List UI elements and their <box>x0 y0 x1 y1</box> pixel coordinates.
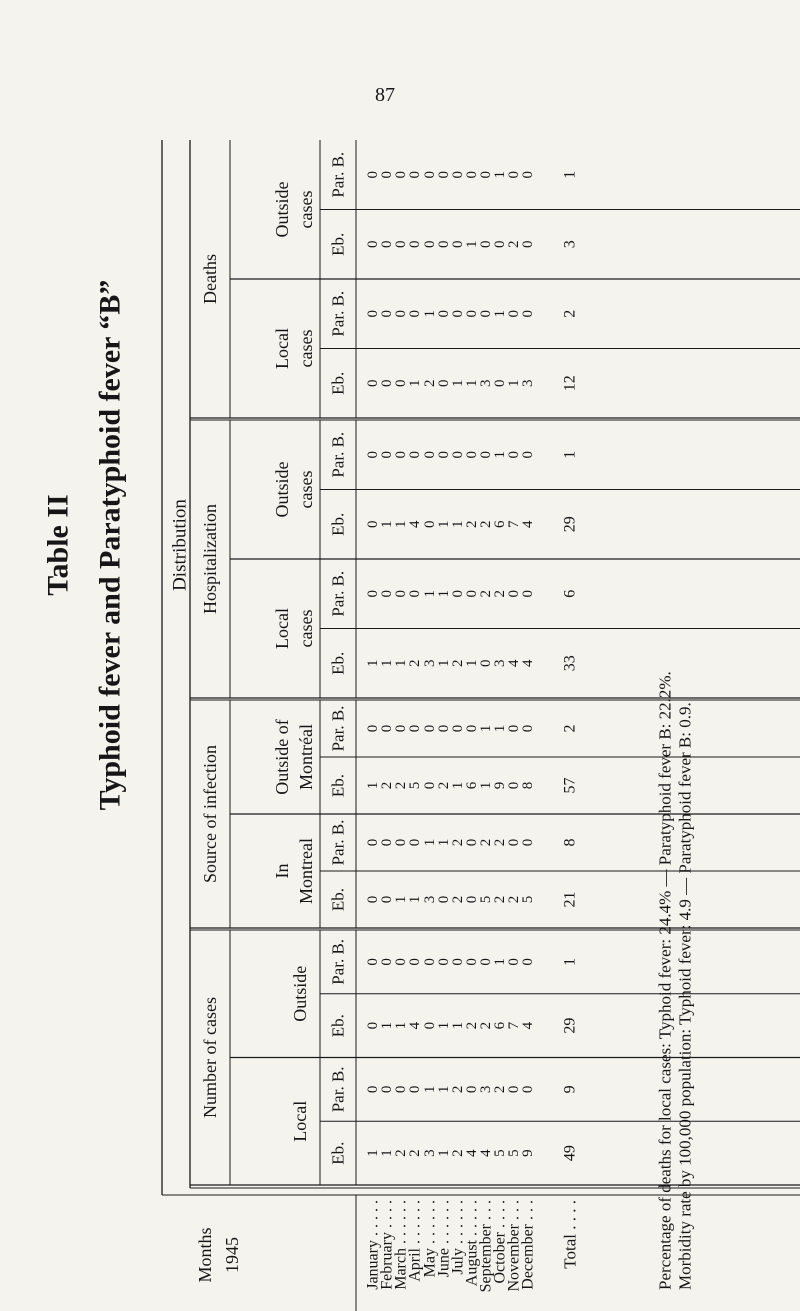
table-cell: 7 <box>506 520 522 528</box>
table-cell: 1 <box>422 838 438 847</box>
table-cell: 0 <box>464 451 480 459</box>
table-cell: 0 <box>436 895 452 904</box>
table-cell: 0 <box>450 724 466 733</box>
table-cell: 2 <box>492 895 508 904</box>
footnote-line-2: Morbidity rate by 100,000 population: Typhoid fever: 4.9 — Paratyphoid fever B: 0.9. <box>675 702 695 1290</box>
column-header: Par. B. <box>328 1066 348 1113</box>
table-cell: 5 <box>407 781 423 790</box>
table-cell: 1 <box>379 659 395 667</box>
table-cell: 0 <box>379 838 395 847</box>
month-label: October . . . . <box>491 1200 509 1284</box>
table-cell: 0 <box>464 590 480 598</box>
table-cell: 0 <box>450 171 466 179</box>
column-header: Par. B. <box>328 819 348 866</box>
table-cell: 1 <box>379 520 395 528</box>
table-cell: 0 <box>492 379 508 387</box>
table-cell: 2 <box>492 838 508 847</box>
table-cell: 1 <box>407 379 423 387</box>
column-header: Eb. <box>328 371 348 395</box>
table-cell: 0 <box>393 240 409 248</box>
table-cell: 0 <box>450 310 466 318</box>
total-cell: 2 <box>561 309 579 318</box>
table-cell: 3 <box>520 379 536 387</box>
table-label: Table II <box>41 494 75 596</box>
table-cell: 4 <box>464 1149 480 1157</box>
table-cell: 2 <box>478 590 494 598</box>
table-cell: 0 <box>450 958 466 966</box>
column-header: Eb. <box>328 232 348 256</box>
total-cell: 57 <box>561 777 579 794</box>
column-header: Par. B. <box>328 431 348 478</box>
table-cell: 6 <box>492 1021 508 1030</box>
month-label: August . . . . . <box>463 1200 481 1287</box>
table-cell: 2 <box>450 838 466 847</box>
table-cell: 0 <box>506 451 522 459</box>
table-cell: 3 <box>492 659 508 667</box>
total-cell: 33 <box>561 655 579 672</box>
table-cell: 7 <box>506 1021 522 1030</box>
table-cell: 0 <box>393 451 409 459</box>
table-cell: 1 <box>492 171 508 179</box>
table-cell: 0 <box>520 724 536 733</box>
table-cell: 0 <box>464 310 480 318</box>
total-cell: 2 <box>561 724 579 733</box>
table-cell: 0 <box>464 958 480 966</box>
subgroup-label: Outside <box>290 965 310 1022</box>
table-cell: 0 <box>365 240 381 248</box>
table-cell: 0 <box>520 240 536 248</box>
total-cell: 49 <box>561 1145 579 1162</box>
table-cell: 0 <box>365 451 381 459</box>
table-cell: 0 <box>520 958 536 966</box>
table-cell: 0 <box>379 590 395 598</box>
table-cell: 0 <box>520 1085 536 1094</box>
table-cell: 0 <box>478 310 494 318</box>
table-cell: 1 <box>422 1085 438 1094</box>
table-cell: 0 <box>365 838 381 847</box>
table-cell: 0 <box>365 310 381 318</box>
table-cell: 0 <box>407 240 423 248</box>
column-header: Par. B. <box>328 705 348 752</box>
table-cell: 1 <box>492 451 508 459</box>
table-cell: 1 <box>436 1021 452 1030</box>
distribution-heading: Distribution <box>169 499 191 591</box>
column-header: Par. B. <box>328 938 348 985</box>
table-cell: 0 <box>365 171 381 179</box>
table-cell: 9 <box>492 781 508 790</box>
table-cell: 4 <box>506 659 522 667</box>
table-cell: 1 <box>450 379 466 387</box>
table-cell: 0 <box>365 958 381 966</box>
footnote-line-1: Percentage of deaths for local cases: Typhoid fever: 24.4% — Paratyphoid fever B: 22.2%. <box>655 671 675 1290</box>
table-cell: 0 <box>478 958 494 966</box>
total-cell: 3 <box>561 240 579 249</box>
table-cell: 0 <box>379 1085 395 1094</box>
table-cell: 2 <box>478 838 494 847</box>
table-cell: 0 <box>450 590 466 598</box>
group-title: Number of cases <box>200 997 220 1118</box>
table-cell: 0 <box>478 240 494 248</box>
month-label: February . . . . <box>378 1200 396 1290</box>
table-cell: 0 <box>422 240 438 248</box>
table-cell: 2 <box>436 781 452 790</box>
table-cell: 0 <box>393 1085 409 1094</box>
subgroup-label: cases <box>296 329 316 368</box>
table-cell: 0 <box>407 724 423 733</box>
table-cell: 2 <box>407 1149 423 1157</box>
subgroup-label: Outside <box>272 181 292 238</box>
table-cell: 0 <box>464 895 480 904</box>
table-cell: 1 <box>436 520 452 528</box>
subgroup-label: Local <box>290 1100 310 1142</box>
table-cell: 1 <box>365 659 381 667</box>
table-cell: 8 <box>520 781 536 790</box>
table-cell: 0 <box>379 310 395 318</box>
total-cell: 29 <box>561 516 579 533</box>
table-cell: 1 <box>407 895 423 904</box>
subgroup-label: Local <box>272 328 292 369</box>
table-cell: 2 <box>422 379 438 387</box>
table-cell: 0 <box>436 451 452 459</box>
table-cell: 0 <box>436 240 452 248</box>
table-cell: 0 <box>506 724 522 733</box>
column-header: Eb. <box>328 512 348 536</box>
total-cell: 21 <box>561 891 579 908</box>
total-cell: 29 <box>561 1017 579 1034</box>
table-cell: 5 <box>506 1149 522 1157</box>
table-cell: 2 <box>450 1149 466 1157</box>
month-label: June . . . . . . <box>435 1200 453 1278</box>
table-cell: 0 <box>365 590 381 598</box>
table-cell: 0 <box>422 958 438 966</box>
table-cell: 0 <box>365 379 381 387</box>
table-cell: 1 <box>422 590 438 598</box>
table-cell: 1 <box>379 1149 395 1157</box>
table-cell: 0 <box>422 171 438 179</box>
total-label: Total . . . . <box>560 1200 580 1269</box>
table-cell: 2 <box>450 1085 466 1094</box>
table-cell: 0 <box>520 310 536 318</box>
table-cell: 0 <box>422 1021 438 1030</box>
table-cell: 1 <box>379 1021 395 1030</box>
table-cell: 1 <box>464 379 480 387</box>
column-header: Par. B. <box>328 570 348 617</box>
table-cell: 4 <box>407 1021 423 1030</box>
table-cell: 1 <box>436 659 452 667</box>
table-cell: 5 <box>478 895 494 904</box>
months-header: Months <box>195 1227 215 1283</box>
table-cell: 0 <box>478 659 494 667</box>
table-cell: 0 <box>464 1085 480 1094</box>
table-cell: 0 <box>422 781 438 790</box>
table-cell: 0 <box>393 379 409 387</box>
subgroup-label: Local <box>272 608 292 649</box>
month-label: April . . . . . . <box>406 1200 424 1282</box>
table-cell: 1 <box>492 958 508 966</box>
table-cell: 0 <box>478 451 494 459</box>
table-cell: 0 <box>393 958 409 966</box>
table-cell: 0 <box>436 171 452 179</box>
total-cell: 1 <box>561 957 579 966</box>
table-cell: 0 <box>379 171 395 179</box>
table-cell: 0 <box>393 171 409 179</box>
table-cell: 0 <box>407 590 423 598</box>
column-header: Eb. <box>328 773 348 798</box>
table-cell: 0 <box>393 310 409 318</box>
table-cell: 0 <box>407 958 423 966</box>
table-cell: 0 <box>422 451 438 459</box>
month-label: November . . . <box>505 1200 523 1292</box>
table-cell: 0 <box>436 724 452 733</box>
total-cell: 1 <box>561 450 579 459</box>
table-cell: 0 <box>492 240 508 248</box>
table-cell: 0 <box>393 590 409 598</box>
table-cell: 0 <box>450 451 466 459</box>
table-cell: 0 <box>379 724 395 733</box>
table-cell: 0 <box>520 171 536 179</box>
table-cell: 9 <box>520 1149 536 1157</box>
table-cell: 1 <box>393 520 409 528</box>
table-cell: 0 <box>407 1085 423 1094</box>
table-cell: 3 <box>422 1149 438 1157</box>
page-number: 87 <box>375 84 395 106</box>
table-cell: 1 <box>422 310 438 318</box>
table-cell: 4 <box>520 659 536 667</box>
table-cell: 4 <box>520 520 536 528</box>
table-cell: 0 <box>436 310 452 318</box>
subgroup-label: cases <box>296 190 316 229</box>
table-cell: 3 <box>422 895 438 904</box>
table-cell: 0 <box>506 838 522 847</box>
table-cell: 1 <box>506 379 522 387</box>
table-cell: 0 <box>520 590 536 598</box>
table-cell: 0 <box>365 724 381 733</box>
table-cell: 5 <box>520 895 536 904</box>
table-cell: 1 <box>492 724 508 733</box>
month-label: September . . . <box>477 1200 495 1293</box>
column-header: Eb. <box>328 1141 348 1165</box>
table-title: Typhoid fever and Paratyphoid fever “B” <box>93 279 127 811</box>
month-label: December . . . <box>519 1200 537 1290</box>
table-cell: 0 <box>506 1085 522 1094</box>
table-cell: 0 <box>393 724 409 733</box>
subgroup-label: Montreal <box>296 838 316 904</box>
table-cell: 0 <box>520 451 536 459</box>
table-cell: 2 <box>506 240 522 248</box>
table-cell: 0 <box>379 451 395 459</box>
table-cell: 2 <box>393 781 409 790</box>
total-cell: 9 <box>561 1085 579 1094</box>
table-cell: 2 <box>506 895 522 904</box>
table-cell: 0 <box>464 724 480 733</box>
table-cell: 2 <box>478 520 494 528</box>
group-title: Hospitalization <box>200 504 220 614</box>
table-cell: 1 <box>393 1021 409 1030</box>
column-header: Eb. <box>328 1014 348 1038</box>
table-cell: 0 <box>464 838 480 847</box>
table-cell: 0 <box>393 838 409 847</box>
table-cell: 2 <box>478 1021 494 1030</box>
column-header: Eb. <box>328 651 348 675</box>
table-cell: 1 <box>436 1085 452 1094</box>
table-cell: 6 <box>492 520 508 528</box>
table-cell: 1 <box>478 724 494 733</box>
total-cell: 12 <box>561 375 579 392</box>
table-cell: 1 <box>464 240 480 248</box>
table-cell: 1 <box>393 659 409 667</box>
table-cell: 0 <box>379 240 395 248</box>
table-cell: 4 <box>407 520 423 528</box>
total-cell: 8 <box>561 838 579 847</box>
month-label: July . . . . . . <box>449 1200 467 1275</box>
table-cell: 2 <box>379 781 395 790</box>
table-cell: 1 <box>450 781 466 790</box>
table-cell: 0 <box>506 958 522 966</box>
subgroup-label: Montréal <box>296 724 316 790</box>
table-cell: 2 <box>492 590 508 598</box>
table-cell: 1 <box>365 1149 381 1157</box>
table-cell: 0 <box>464 171 480 179</box>
year-header: 1945 <box>222 1237 242 1273</box>
month-label: January . . . . . <box>364 1200 382 1290</box>
table-cell: 2 <box>450 659 466 667</box>
table-cell: 2 <box>393 1149 409 1157</box>
table-cell: 0 <box>450 240 466 248</box>
column-header: Par. B. <box>328 290 348 337</box>
table-cell: 0 <box>365 1085 381 1094</box>
group-title: Deaths <box>200 254 220 304</box>
table-cell: 2 <box>407 659 423 667</box>
table-cell: 0 <box>422 520 438 528</box>
subgroup-label: In <box>272 863 292 879</box>
table-cell: 1 <box>436 838 452 847</box>
table-cell: 0 <box>478 171 494 179</box>
table-cell: 6 <box>464 781 480 790</box>
table-cell: 0 <box>407 451 423 459</box>
subgroup-label: cases <box>296 609 316 648</box>
total-cell: 6 <box>561 589 579 598</box>
table-cell: 1 <box>450 1021 466 1030</box>
table-cell: 1 <box>464 659 480 667</box>
subgroup-label: Outside of <box>272 719 292 795</box>
table-cell: 0 <box>365 520 381 528</box>
column-header: Eb. <box>328 887 348 912</box>
table-cell: 4 <box>478 1149 494 1157</box>
table-cell: 0 <box>506 310 522 318</box>
group-title: Source of infection <box>200 745 220 883</box>
table-cell: 0 <box>407 838 423 847</box>
subgroup-label: cases <box>296 470 316 509</box>
table-cell: 2 <box>492 1085 508 1094</box>
table-cell: 0 <box>436 958 452 966</box>
table-cell: 0 <box>379 379 395 387</box>
table-cell: 1 <box>393 895 409 904</box>
table-cell: 0 <box>506 171 522 179</box>
table-cell: 0 <box>506 781 522 790</box>
table-cell: 2 <box>464 520 480 528</box>
month-label: March . . . . . . <box>392 1200 410 1290</box>
table-cell: 4 <box>520 1021 536 1030</box>
table-cell: 1 <box>436 1149 452 1157</box>
table-cell: 2 <box>450 895 466 904</box>
total-cell: 1 <box>561 170 579 179</box>
table-cell: 0 <box>506 590 522 598</box>
table-cell: 0 <box>379 958 395 966</box>
month-label: May . . . . . . <box>421 1200 439 1278</box>
table-cell: 3 <box>422 659 438 667</box>
table-cell: 0 <box>407 171 423 179</box>
table-cell: 2 <box>464 1021 480 1030</box>
table-cell: 0 <box>520 838 536 847</box>
table-cell: 0 <box>379 895 395 904</box>
table-cell: 1 <box>478 781 494 790</box>
table-cell: 0 <box>422 724 438 733</box>
table-cell: 0 <box>436 379 452 387</box>
table-cell: 1 <box>450 520 466 528</box>
table-cell: 1 <box>365 781 381 790</box>
table-cell: 0 <box>365 1021 381 1030</box>
table-cell: 0 <box>407 310 423 318</box>
table-cell: 1 <box>436 590 452 598</box>
table-cell: 0 <box>365 895 381 904</box>
table-cell: 5 <box>492 1149 508 1157</box>
subgroup-label: Outside <box>272 461 292 518</box>
table-cell: 1 <box>492 310 508 318</box>
table-cell: 3 <box>478 379 494 387</box>
table-cell: 3 <box>478 1085 494 1094</box>
column-header: Par. B. <box>328 151 348 198</box>
